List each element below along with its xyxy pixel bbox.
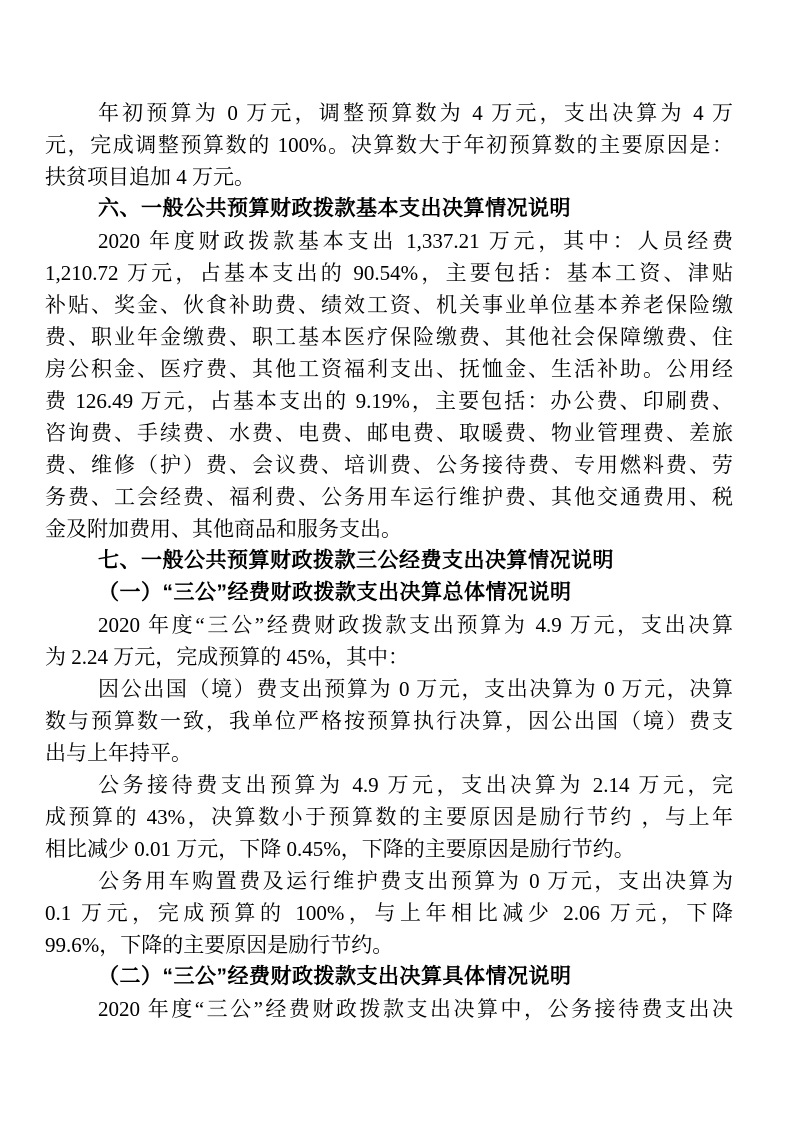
document-body	[45, 97, 733, 1025]
text-line: 因公出国（境）费支出预算为 0 万元，支出决算为 0 万元，决算	[98, 677, 733, 701]
text-line: 咨询费、手续费、水费、电费、邮电费、取暖费、物业管理费、差旅	[45, 421, 733, 445]
text-line: 补贴、奖金、伙食补助费、绩效工资、机关事业单位基本养老保险缴	[45, 293, 733, 317]
text-line: 为 2.24 万元，完成预算的 45%，其中：	[45, 645, 409, 669]
text-line: 出与上年持平。	[45, 741, 192, 765]
text-line: 0.1 万元，完成预算的 100%，与上年相比减少 2.06 万元，下降	[45, 901, 733, 925]
text-line: 年初预算为 0 万元，调整预算数为 4 万元，支出决算为 4 万	[98, 101, 733, 125]
text-line: 2020 年度“三公”经费财政拨款支出预算为 4.9 万元，支出决算	[98, 613, 733, 637]
text-line: 扶贫项目追加 4 万元。	[45, 165, 255, 189]
heading-line: （一）“三公”经费财政拨款支出决算总体情况说明	[98, 581, 572, 604]
text-line: 成预算的 43%，决算数小于预算数的主要原因是励行节约 ，与上年	[45, 805, 733, 829]
text-line: 房公积金、医疗费、其他工资福利支出、抚恤金、生活补助。公用经	[45, 357, 733, 381]
text-line: 元，完成调整预算数的 100%。决算数大于年初预算数的主要原因是：	[45, 133, 733, 157]
text-line: 公务接待费支出预算为 4.9 万元，支出决算为 2.14 万元，完	[98, 773, 733, 797]
text-line: 99.6%，下降的主要原因是励行节约。	[45, 933, 394, 957]
text-line: 公务用车购置费及运行维护费支出预算为 0 万元，支出决算为	[98, 869, 733, 893]
text-line: 费、维修（护）费、会议费、培训费、公务接待费、专用燃料费、劳	[45, 453, 733, 477]
text-line: 1,210.72 万元，占基本支出的 90.54%，主要包括：基本工资、津贴	[45, 261, 733, 285]
text-line: 2020 年度财政拨款基本支出 1,337.21 万元，其中：人员经费	[98, 229, 733, 253]
text-line: 数与预算数一致，我单位严格按预算执行决算，因公出国（境）费支	[45, 709, 733, 733]
text-line: 费 126.49 万元，占基本支出的 9.19%，主要包括：办公费、印刷费、	[45, 389, 733, 413]
text-line: 相比减少 0.01 万元，下降 0.45%，下降的主要原因是励行节约。	[45, 837, 635, 861]
heading-line: 七、一般公共预算财政拨款三公经费支出决算情况说明	[98, 549, 614, 572]
heading-line: （二）“三公”经费财政拨款支出决算具体情况说明	[98, 965, 572, 988]
text-line: 2020 年度“三公”经费财政拨款支出决算中，公务接待费支出决	[98, 997, 733, 1021]
text-line: 费、职业年金缴费、职工基本医疗保险缴费、其他社会保障缴费、住	[45, 325, 733, 349]
text-line: 务费、工会经费、福利费、公务用车运行维护费、其他交通费用、税	[45, 485, 733, 509]
heading-line: 六、一般公共预算财政拨款基本支出决算情况说明	[98, 197, 571, 220]
text-line: 金及附加费用、其他商品和服务支出。	[45, 517, 402, 541]
